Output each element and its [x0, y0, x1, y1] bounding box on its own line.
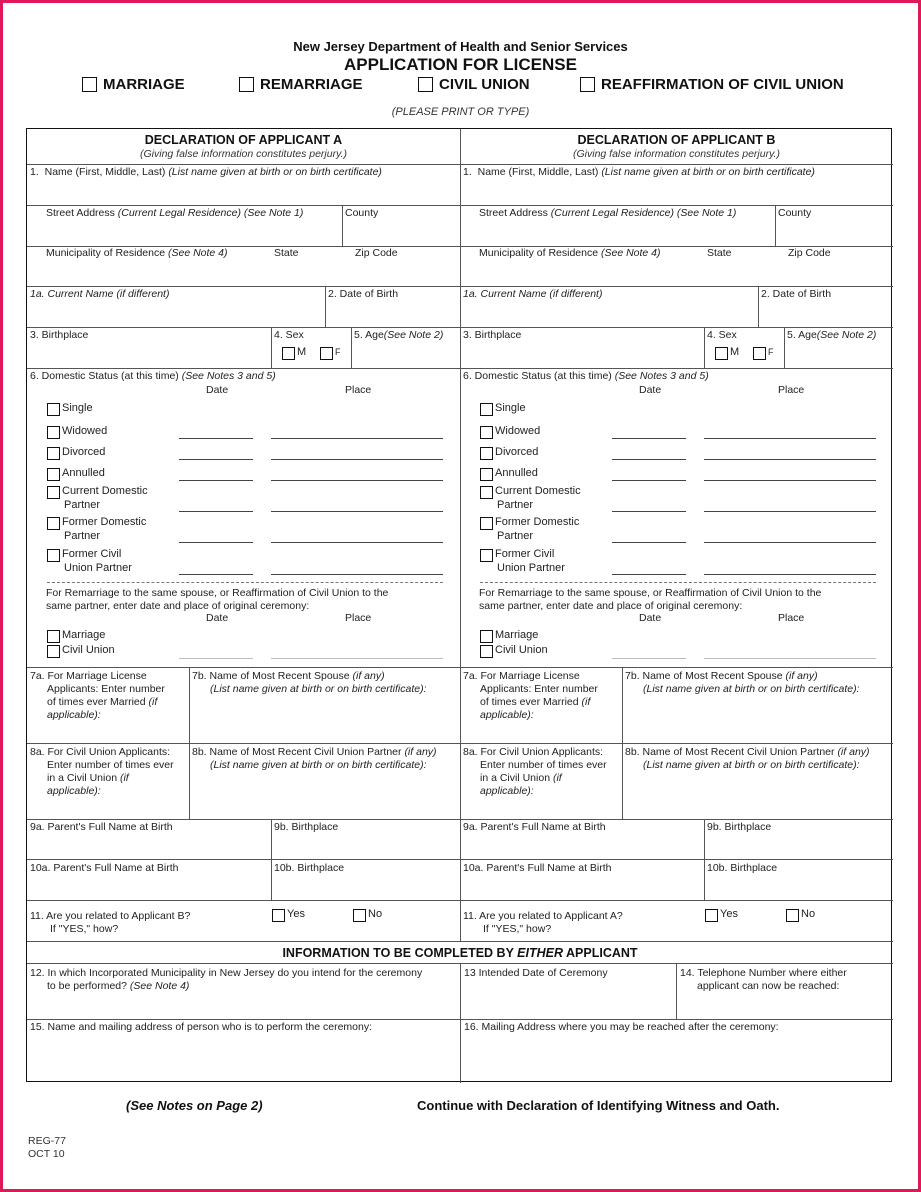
checkbox[interactable]	[480, 486, 493, 499]
section-header-line	[27, 164, 893, 165]
status-option[interactable]: Annulled	[480, 467, 538, 481]
dob-label: 2. Date of Birth	[328, 288, 399, 300]
date-line[interactable]	[612, 542, 686, 543]
department-name: New Jersey Department of Health and Senior Services	[293, 39, 628, 54]
cell-divider	[271, 819, 272, 900]
zip-label: Zip Code	[355, 247, 398, 259]
cell-divider	[189, 667, 190, 819]
date-line[interactable]	[179, 459, 253, 460]
q14-label: 14. Telephone Number where either	[680, 967, 847, 979]
place-line[interactable]	[271, 438, 443, 439]
related-no-option[interactable]: No	[353, 908, 382, 922]
sex-m-option[interactable]: M	[282, 346, 306, 360]
row-line	[460, 667, 893, 668]
checkbox[interactable]	[282, 347, 295, 360]
cell-divider	[784, 327, 785, 368]
sex-label: 4. Sex	[707, 329, 737, 341]
sex-f-option[interactable]: F	[753, 346, 774, 360]
either-top-line	[27, 941, 893, 942]
place-line[interactable]	[271, 480, 443, 481]
date-header: Date	[206, 384, 229, 396]
checkbox[interactable]	[47, 426, 60, 439]
q8a-label-cont: Enter number of times ever	[480, 759, 607, 771]
checkbox[interactable]	[715, 347, 728, 360]
checkbox[interactable]	[480, 645, 493, 658]
q7b-note: (List name given at birth or on birth certificate):	[210, 683, 427, 695]
checkbox[interactable]	[47, 549, 60, 562]
q9a-label: 9a. Parent's Full Name at Birth	[30, 821, 173, 833]
related-yes-option[interactable]: Yes	[272, 908, 305, 922]
q7a-label-cont: of times ever Married (if	[47, 696, 158, 708]
place-line[interactable]	[271, 511, 443, 512]
q7a-label-cont: Applicants: Enter number	[480, 683, 598, 695]
checkbox[interactable]	[47, 630, 60, 643]
municipality-label: Municipality of Residence (See Note 4)	[46, 247, 228, 259]
checkbox[interactable]	[47, 645, 60, 658]
status-option[interactable]: Former Civil	[47, 548, 121, 562]
current-name-label: 1a. Current Name (if different)	[463, 288, 603, 300]
domestic-status-label: 6. Domestic Status (at this time) (See Notes 3 and 5)	[30, 370, 276, 382]
cell-divider	[622, 667, 623, 819]
remarriage-note: For Remarriage to the same spouse, or Reaffirmation of Civil Union to the	[479, 587, 822, 599]
q7a-label-cont: of times ever Married (if	[480, 696, 591, 708]
q13-label: 13 Intended Date of Ceremony	[464, 967, 608, 979]
status-option[interactable]: Current Domestic	[480, 485, 581, 499]
place-line[interactable]	[704, 511, 876, 512]
q8a-label-cont: in a Civil Union (if	[480, 772, 562, 784]
date-line[interactable]	[179, 658, 253, 659]
related-yes-option[interactable]: Yes	[705, 908, 738, 922]
q12-label-cont: to be performed? (See Note 4)	[47, 980, 190, 992]
q7a-label-cont: applicable):	[47, 709, 101, 721]
row-line	[27, 667, 460, 668]
form-title: APPLICATION FOR LICENSE	[344, 55, 577, 74]
dashed-separator	[480, 582, 876, 583]
date-header: Date	[639, 384, 662, 396]
status-option[interactable]: Former Domestic	[47, 516, 146, 530]
checkbox[interactable]	[272, 909, 285, 922]
type-civil-union[interactable]: CIVIL UNION	[418, 76, 530, 93]
status-option[interactable]: Widowed	[480, 425, 540, 439]
status-option-cont: Partner	[64, 499, 101, 511]
checkbox[interactable]	[47, 468, 60, 481]
age-label: 5. Age(See Note 2)	[354, 329, 444, 341]
date-line[interactable]	[179, 574, 253, 575]
form-revision: OCT 10	[28, 1148, 65, 1160]
date-line[interactable]	[612, 480, 686, 481]
date-line[interactable]	[612, 438, 686, 439]
declaration-subtitle: (Giving false information constitutes perjury.)	[573, 148, 780, 160]
date-line[interactable]	[179, 511, 253, 512]
q16-label: 16. Mailing Address where you may be reached after the ceremony:	[464, 1021, 779, 1033]
place-header: Place	[778, 384, 805, 396]
ceremony-marriage-option[interactable]: Marriage	[47, 629, 105, 643]
cell-divider	[775, 205, 776, 246]
status-option[interactable]: Single	[47, 402, 93, 416]
status-option[interactable]: Divorced	[480, 446, 538, 460]
remarriage-note: For Remarriage to the same spouse, or Reaffirmation of Civil Union to the	[46, 587, 389, 599]
municipality-label: Municipality of Residence (See Note 4)	[479, 247, 661, 259]
status-option-cont: Partner	[64, 530, 101, 542]
type-reaffirmation[interactable]: REAFFIRMATION OF CIVIL UNION	[580, 76, 844, 93]
row-line	[27, 743, 460, 744]
date-header: Date	[206, 612, 229, 624]
state-label: State	[274, 247, 299, 259]
type-remarriage[interactable]: REMARRIAGE	[239, 76, 363, 93]
q8b-label: 8b. Name of Most Recent Civil Union Partner (if any)	[625, 746, 870, 758]
cell-divider	[271, 327, 272, 368]
related-no-option[interactable]: No	[786, 908, 815, 922]
cell-divider	[758, 286, 759, 327]
street-label: Street Address (Current Legal Residence) (See Note 1)	[46, 207, 304, 219]
cell-divider	[704, 819, 705, 900]
checkbox[interactable]	[82, 77, 97, 92]
type-marriage[interactable]: MARRIAGE	[82, 76, 185, 93]
zip-label: Zip Code	[788, 247, 831, 259]
dob-label: 2. Date of Birth	[761, 288, 832, 300]
current-name-label: 1a. Current Name (if different)	[30, 288, 170, 300]
q8b-note: (List name given at birth or on birth certificate):	[210, 759, 427, 771]
q11-how: If "YES," how?	[50, 923, 119, 935]
checkbox[interactable]	[480, 447, 493, 460]
q8a-label-cont: applicable):	[480, 785, 534, 797]
q10b-label: 10b. Birthplace	[707, 862, 778, 874]
checkbox[interactable]	[47, 403, 60, 416]
print-instruction: (PLEASE PRINT OR TYPE)	[391, 106, 530, 118]
checkbox[interactable]	[480, 517, 493, 530]
row-line	[27, 327, 460, 328]
q10a-label: 10a. Parent's Full Name at Birth	[30, 862, 179, 874]
checkbox[interactable]	[418, 77, 433, 92]
status-option-cont: Partner	[497, 530, 534, 542]
checkbox[interactable]	[353, 909, 366, 922]
row-line	[460, 368, 893, 369]
declaration-title: DECLARATION OF APPLICANT B	[577, 133, 776, 147]
date-line[interactable]	[612, 574, 686, 575]
checkbox[interactable]	[480, 468, 493, 481]
checkbox[interactable]	[47, 517, 60, 530]
place-line[interactable]	[704, 480, 876, 481]
q9b-label: 9b. Birthplace	[274, 821, 339, 833]
q8a-label-cont: applicable):	[47, 785, 101, 797]
checkbox[interactable]	[480, 630, 493, 643]
q7a-label: 7a. For Marriage License	[463, 670, 580, 682]
row-line	[460, 327, 893, 328]
status-option-cont: Union Partner	[64, 562, 132, 574]
see-notes: (See Notes on Page 2)	[126, 1098, 263, 1113]
place-line[interactable]	[271, 542, 443, 543]
place-header: Place	[345, 612, 372, 624]
place-line[interactable]	[704, 574, 876, 575]
row-line	[460, 205, 893, 206]
status-option[interactable]: Single	[480, 402, 526, 416]
cell-divider	[325, 286, 326, 327]
q7b-note: (List name given at birth or on birth certificate):	[643, 683, 860, 695]
q8a-label: 8a. For Civil Union Applicants:	[463, 746, 604, 758]
row-line	[27, 286, 460, 287]
cell-divider	[351, 327, 352, 368]
county-label: County	[778, 207, 812, 219]
q7a-label: 7a. For Marriage License	[30, 670, 147, 682]
date-line[interactable]	[179, 438, 253, 439]
birthplace-label: 3. Birthplace	[463, 329, 522, 341]
q7a-label-cont: applicable):	[480, 709, 534, 721]
status-option-cont: Partner	[497, 499, 534, 511]
domestic-status-label: 6. Domestic Status (at this time) (See Notes 3 and 5)	[463, 370, 709, 382]
status-option[interactable]: Annulled	[47, 467, 105, 481]
remarriage-note-cont: same partner, enter date and place of original ceremony:	[479, 600, 743, 612]
date-line[interactable]	[179, 480, 253, 481]
sex-f-option[interactable]: F	[320, 346, 341, 360]
q11-label: 11. Are you related to Applicant A?	[463, 910, 623, 922]
checkbox[interactable]	[320, 347, 333, 360]
status-option[interactable]: Widowed	[47, 425, 107, 439]
place-header: Place	[345, 384, 372, 396]
q11-how: If "YES," how?	[483, 923, 552, 935]
state-label: State	[707, 247, 732, 259]
remarriage-note-cont: same partner, enter date and place of original ceremony:	[46, 600, 310, 612]
q8b-label: 8b. Name of Most Recent Civil Union Partner (if any)	[192, 746, 437, 758]
checkbox[interactable]	[239, 77, 254, 92]
checkbox[interactable]	[705, 909, 718, 922]
either-title: INFORMATION TO BE COMPLETED BY EITHER APPLICANT	[282, 946, 638, 960]
q9a-label: 9a. Parent's Full Name at Birth	[463, 821, 606, 833]
date-line[interactable]	[179, 542, 253, 543]
q10a-label: 10a. Parent's Full Name at Birth	[463, 862, 612, 874]
birthplace-label: 3. Birthplace	[30, 329, 89, 341]
license-type-row	[0, 76, 921, 96]
place-line[interactable]	[271, 574, 443, 575]
q7a-label-cont: Applicants: Enter number	[47, 683, 165, 695]
row-line	[27, 900, 460, 901]
status-option-cont: Union Partner	[497, 562, 565, 574]
q8a-label-cont: Enter number of times ever	[47, 759, 174, 771]
checkbox[interactable]	[480, 549, 493, 562]
ceremony-marriage-option[interactable]: Marriage	[480, 629, 538, 643]
ceremony-civil-union-option[interactable]: Civil Union	[47, 644, 115, 658]
checkbox[interactable]	[480, 426, 493, 439]
place-line[interactable]	[704, 459, 876, 460]
row-line	[460, 900, 893, 901]
q8a-label-cont: in a Civil Union (if	[47, 772, 129, 784]
status-option[interactable]: Divorced	[47, 446, 105, 460]
name-label: 1. Name (First, Middle, Last) (List name given at birth or on birth certificate)	[463, 166, 815, 178]
place-line[interactable]	[704, 542, 876, 543]
date-line[interactable]	[612, 459, 686, 460]
ceremony-civil-union-option[interactable]: Civil Union	[480, 644, 548, 658]
row-line	[460, 859, 893, 860]
row-line	[460, 743, 893, 744]
age-label: 5. Age(See Note 2)	[787, 329, 877, 341]
sex-m-option[interactable]: M	[715, 346, 739, 360]
either-divider	[460, 963, 461, 1083]
q12-label: 12. In which Incorporated Municipality in New Jersey do you intend for the ceremony	[30, 967, 423, 979]
place-line[interactable]	[271, 459, 443, 460]
checkbox[interactable]	[786, 909, 799, 922]
place-header: Place	[778, 612, 805, 624]
q10b-label: 10b. Birthplace	[274, 862, 345, 874]
checkbox[interactable]	[753, 347, 766, 360]
row-line	[460, 819, 893, 820]
place-line[interactable]	[704, 438, 876, 439]
declaration-title: DECLARATION OF APPLICANT A	[144, 133, 343, 147]
row-line	[27, 205, 460, 206]
name-label: 1. Name (First, Middle, Last) (List name given at birth or on birth certificate)	[30, 166, 382, 178]
county-label: County	[345, 207, 379, 219]
checkbox[interactable]	[47, 447, 60, 460]
place-line[interactable]	[271, 658, 443, 659]
checkbox[interactable]	[480, 403, 493, 416]
q14-divider	[676, 963, 677, 1019]
q14-label-cont: applicant can now be reached:	[697, 980, 840, 992]
date-header: Date	[639, 612, 662, 624]
checkbox[interactable]	[47, 486, 60, 499]
date-line[interactable]	[612, 511, 686, 512]
q15-label: 15. Name and mailing address of person who is to perform the ceremony:	[30, 1021, 373, 1033]
status-option[interactable]: Current Domestic	[47, 485, 148, 499]
row-line	[27, 368, 460, 369]
sex-label: 4. Sex	[274, 329, 304, 341]
q8b-note: (List name given at birth or on birth certificate):	[643, 759, 860, 771]
q7b-label: 7b. Name of Most Recent Spouse (if any)	[192, 670, 385, 682]
q7b-label: 7b. Name of Most Recent Spouse (if any)	[625, 670, 818, 682]
q9b-label: 9b. Birthplace	[707, 821, 772, 833]
q11-label: 11. Are you related to Applicant B?	[30, 910, 191, 922]
center-divider	[460, 129, 461, 942]
cell-divider	[342, 205, 343, 246]
row-line	[27, 819, 460, 820]
status-option[interactable]: Former Civil	[480, 548, 554, 562]
status-option[interactable]: Former Domestic	[480, 516, 579, 530]
q8a-label: 8a. For Civil Union Applicants:	[30, 746, 171, 758]
row-line	[27, 859, 460, 860]
dashed-separator	[47, 582, 443, 583]
date-line[interactable]	[612, 658, 686, 659]
cell-divider	[704, 327, 705, 368]
row-line	[460, 286, 893, 287]
place-line[interactable]	[704, 658, 876, 659]
declaration-subtitle: (Giving false information constitutes perjury.)	[140, 148, 347, 160]
checkbox[interactable]	[580, 77, 595, 92]
form-id: REG-77	[28, 1135, 66, 1147]
street-label: Street Address (Current Legal Residence) (See Note 1)	[479, 207, 737, 219]
continue-note: Continue with Declaration of Identifying Witness and Oath.	[417, 1098, 780, 1113]
